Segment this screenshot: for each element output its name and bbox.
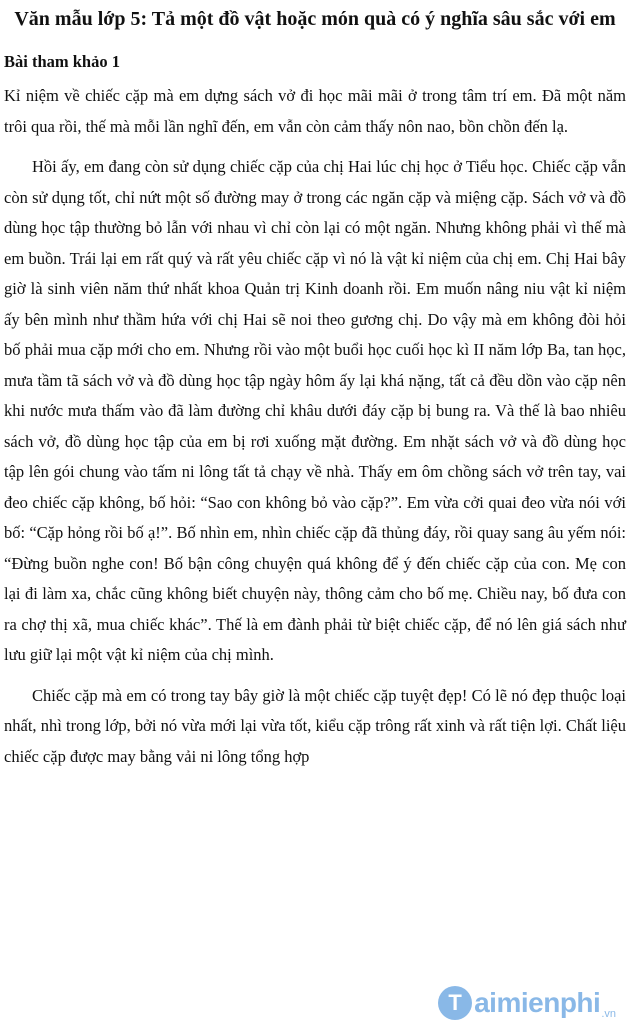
paragraph-2: Hồi ấy, em đang còn sử dụng chiếc cặp của chị Hai lúc chị học ở Tiểu học. Chiếc cặp vẫn còn sử dụng tốt, chỉ nứt một số đường may ở trong các ngăn cặp và miệng cặp. Sách vở và đồ dùng học tập thường bỏ lẫn với nhau vì chỉ còn lại có một ngăn. Nhưng không phải vì thế mà em buồn. Trái lại em rất quý và rất yêu chiếc cặp vì nó là vật kỉ niệm của chị em. Chị Hai bây giờ là sinh viên năm thứ nhất khoa Quản trị Kinh doanh rồi. Em muốn nâng niu vật kỉ niệm ấy bên mình như thầm hứa với chị Hai sẽ noi theo gương chị. Do vậy mà em không đòi hỏi bố phải mua cặp mới cho em. Nhưng rồi vào một buổi học cuối học kì II năm lớp Ba, tan học, mưa tầm tã sách vở và đồ dùng học tập ngày hôm ấy lại khá nặng, tất cả đều dồn vào cặp nên khi nước mưa thấm vào đã làm đường chỉ khâu dưới đáy cặp bị bung ra. Và thế là bao nhiêu sách vở, đồ dùng học tập của em bị rơi xuống mặt đường. Em nhặt sách vở và đồ dùng học tập lên gói chung vào tấm ni lông tất tả chạy về nhà. Thấy em ôm chồng sách vở trên tay, vai đeo chiếc cặp không, bố hỏi: “Sao con không bỏ vào cặp?”. Em vừa cởi quai đeo vừa nói với bố: “Cặp hỏng rồi bố ạ!”. Bố nhìn em, nhìn chiếc cặp đã thủng đáy, rồi quay sang âu yếm nói: “Đừng buồn nghe con! Bố bận công chuyện quá không để ý đến chiếc cặp của con. Mẹ con lại đi làm xa, chắc cũng không biết chuyện này, thông cảm cho bố mẹ. Chiều nay, bố đưa con ra chợ thị xã, mua chiếc khác”. Thế là em đành phải từ biệt chiếc cặp, để nó lên giá sách như lưu giữ lại một vật kỉ niệm của chị mình. [4, 157, 626, 664]
logo-icon: T [438, 986, 472, 1020]
paragraph-1: Kỉ niệm về chiếc cặp mà em dựng sách vở đi học mãi mãi ở trong tâm trí em. Đã một năm trôi qua rồi, thế mà mỗi lần nghĩ đến, em vẫn còn cảm thấy nôn nao, bồn chồn đến lạ. [4, 86, 626, 136]
watermark-suffix: .vn [601, 1008, 616, 1020]
watermark-text: aimienphi [474, 987, 601, 1018]
section-heading: Bài tham khảo 1 [4, 52, 120, 71]
paragraph-3: Chiếc cặp mà em có trong tay bây giờ là một chiếc cặp tuyệt đẹp! Có lẽ nó đẹp thuộc loại nhất, nhì trong lớp, bởi nó vừa mới lại vừa tốt, kiểu cặp trông rất xinh và rất tiện lợi. Chất liệu chiếc cặp được may bằng vải ni lông tổng hợp [4, 685, 626, 766]
document-title: Văn mẫu lớp 5: Tả một đồ vật hoặc món quà có ý nghĩa sâu sắc với em [14, 8, 616, 30]
